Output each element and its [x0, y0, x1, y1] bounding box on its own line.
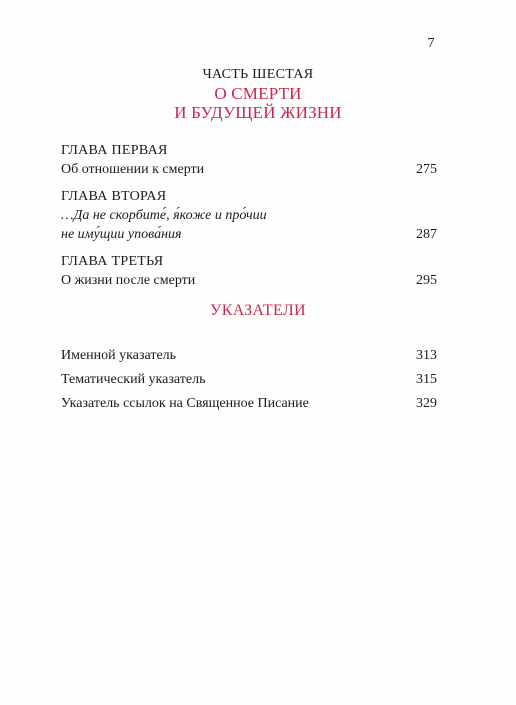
chapter-page-number: 275 [416, 162, 437, 177]
chapter-title: О жизни после смерти [61, 273, 196, 288]
index-entry[interactable] [61, 393, 437, 415]
indexes-heading: УКАЗАТЕЛИ [210, 302, 306, 319]
index-page-number: 329 [416, 396, 437, 411]
part-title-line-2: И БУДУЩЕЙ ЖИЗНИ [174, 103, 342, 122]
part-title-line-1: О СМЕРТИ [214, 84, 302, 103]
index-page-number: 313 [416, 348, 437, 363]
toc-entry[interactable] [61, 271, 437, 290]
index-entry[interactable] [61, 369, 437, 391]
part-header [0, 66, 516, 122]
chapter-1 [61, 141, 437, 179]
chapter-3 [61, 252, 437, 290]
chapter-label: ГЛАВА ПЕРВАЯ [61, 143, 168, 158]
index-list [61, 345, 437, 417]
chapter-label: ГЛАВА ВТОРАЯ [61, 189, 167, 204]
index-entry[interactable] [61, 345, 437, 367]
table-of-contents [61, 141, 437, 298]
index-title: Тематический указатель [61, 372, 206, 387]
chapter-2 [61, 187, 437, 244]
chapter-page-number: 287 [416, 227, 437, 242]
index-title: Именной указатель [61, 348, 177, 363]
chapter-page-number: 295 [416, 273, 437, 288]
part-label: ЧАСТЬ ШЕСТАЯ [202, 67, 314, 82]
index-title: Указатель ссылок на Священное Писание [61, 396, 309, 411]
page-number: 7 [427, 36, 435, 51]
toc-entry[interactable] [61, 206, 437, 244]
chapter-title-line-1: …Да не скорбите́, я́коже и про́чии [61, 208, 267, 223]
chapter-title: Об отношении к смерти [61, 162, 205, 177]
toc-entry[interactable] [61, 160, 437, 179]
chapter-label: ГЛАВА ТРЕТЬЯ [61, 254, 164, 269]
chapter-title-line-2: не иму́щии упова́ния [61, 227, 182, 242]
chapter-title [61, 206, 267, 244]
index-page-number: 315 [416, 372, 437, 387]
